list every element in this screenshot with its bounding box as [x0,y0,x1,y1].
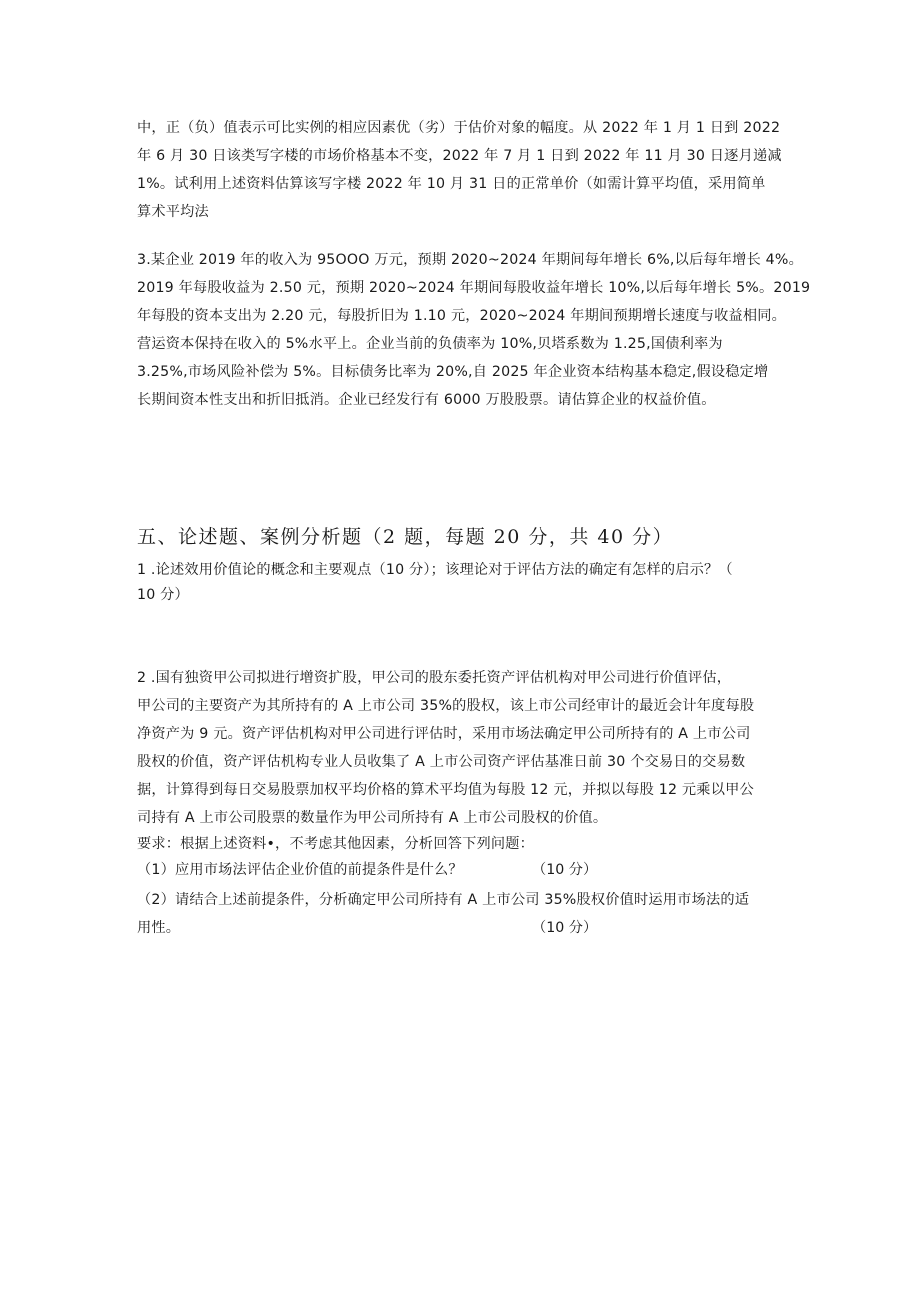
sub-question-2: （2）请结合上述前提条件，分析确定甲公司所持有 A 上市公司 35%股权价值时运用市场法的适 [137,892,750,908]
text-line: 算术平均法 [137,204,209,220]
sub-question-2-cont: 用性。 [137,920,181,936]
case-question-2-line: 2 .国有独资甲公司拟进行增资扩股，甲公司的股东委托资产评估机构对甲公司进行价值评估， [137,670,732,686]
question-3-line: 营运资本保持在收入的 5%水平上。企业当前的负债率为 10%,贝塔系数为 1.25,国债利率为 [137,336,723,352]
section-heading: 五、论述题、案例分析题（2 题，每题 20 分，共 40 分） [137,526,674,548]
sub-question-2-score: （10 分） [532,920,598,936]
case-question-2-line: 股权的价值，资产评估机构专业人员收集了 A 上市公司资产评估基准日前 30 个交易日的交易数 [137,754,746,770]
question-3-line: 长期间资本性支出和折旧抵消。企业已经发行有 6000 万股股票。请估算企业的权益价值。 [137,392,716,408]
case-question-2-line: 净资产为 9 元。资产评估机构对甲公司进行评估时，采用市场法确定甲公司所持有的 A 上市公司 [137,726,751,742]
question-3-line: 3.25%,市场风险补偿为 5%。目标债务比率为 20%,自 2025 年企业资本结构基本稳定,假设稳定增 [137,364,769,380]
text-line: 中，正（负）值表示可比实例的相应因素优（劣）于估价对象的幅度。从 2022 年 1 月 1 日到 2022 [137,120,781,136]
case-question-2-line: 司持有 A 上市公司股票的数量作为甲公司所持有 A 上市公司股权的价值。 [137,810,608,826]
case-question-2-line: 据，计算得到每日交易股票加权平均价格的算术平均值为每股 12 元，并拟以每股 12 元乘以甲公 [137,782,754,798]
sub-question-1-score: （10 分） [532,862,598,878]
text-line: 1%。试利用上述资料估算该写字楼 2022 年 10 月 31 日的正常单价（如需计算平均值，采用简单 [137,176,766,192]
requirement-line: 要求：根据上述资料•，不考虑其他因素，分析回答下列问题： [137,836,535,852]
question-3-line: 3.某企业 2019 年的收入为 95OOO 万元，预期 2020~2024 年期间每年增长 6%,以后每年增长 4%。 [137,252,803,268]
text-line: 年 6 月 30 日该类写字楼的市场价格基本不变，2022 年 7 月 1 日到 2022 年 11 月 30 日逐月递减 [137,148,782,164]
question-3-line: 2019 年每股收益为 2.50 元，预期 2020~2024 年期间每股收益年增长 10%,以后每年增长 5%。2019 [137,280,811,296]
case-question-2-line: 甲公司的主要资产为其所持有的 A 上市公司 35%的股权，该上市公司经审计的最近会计年度每股 [137,698,755,714]
essay-question-1-line: 10 分） [137,587,189,603]
essay-question-1-line: 1 .论述效用价值论的概念和主要观点（10 分）；该理论对于评估方法的确定有怎样的启示？（ [137,562,733,578]
question-3-line: 年每股的资本支出为 2.20 元，每股折旧为 1.10 元，2020~2024 年期间预期增长速度与收益相同。 [137,308,787,324]
sub-question-1: （1）应用市场法评估企业价值的前提条件是什么？ [137,862,463,878]
